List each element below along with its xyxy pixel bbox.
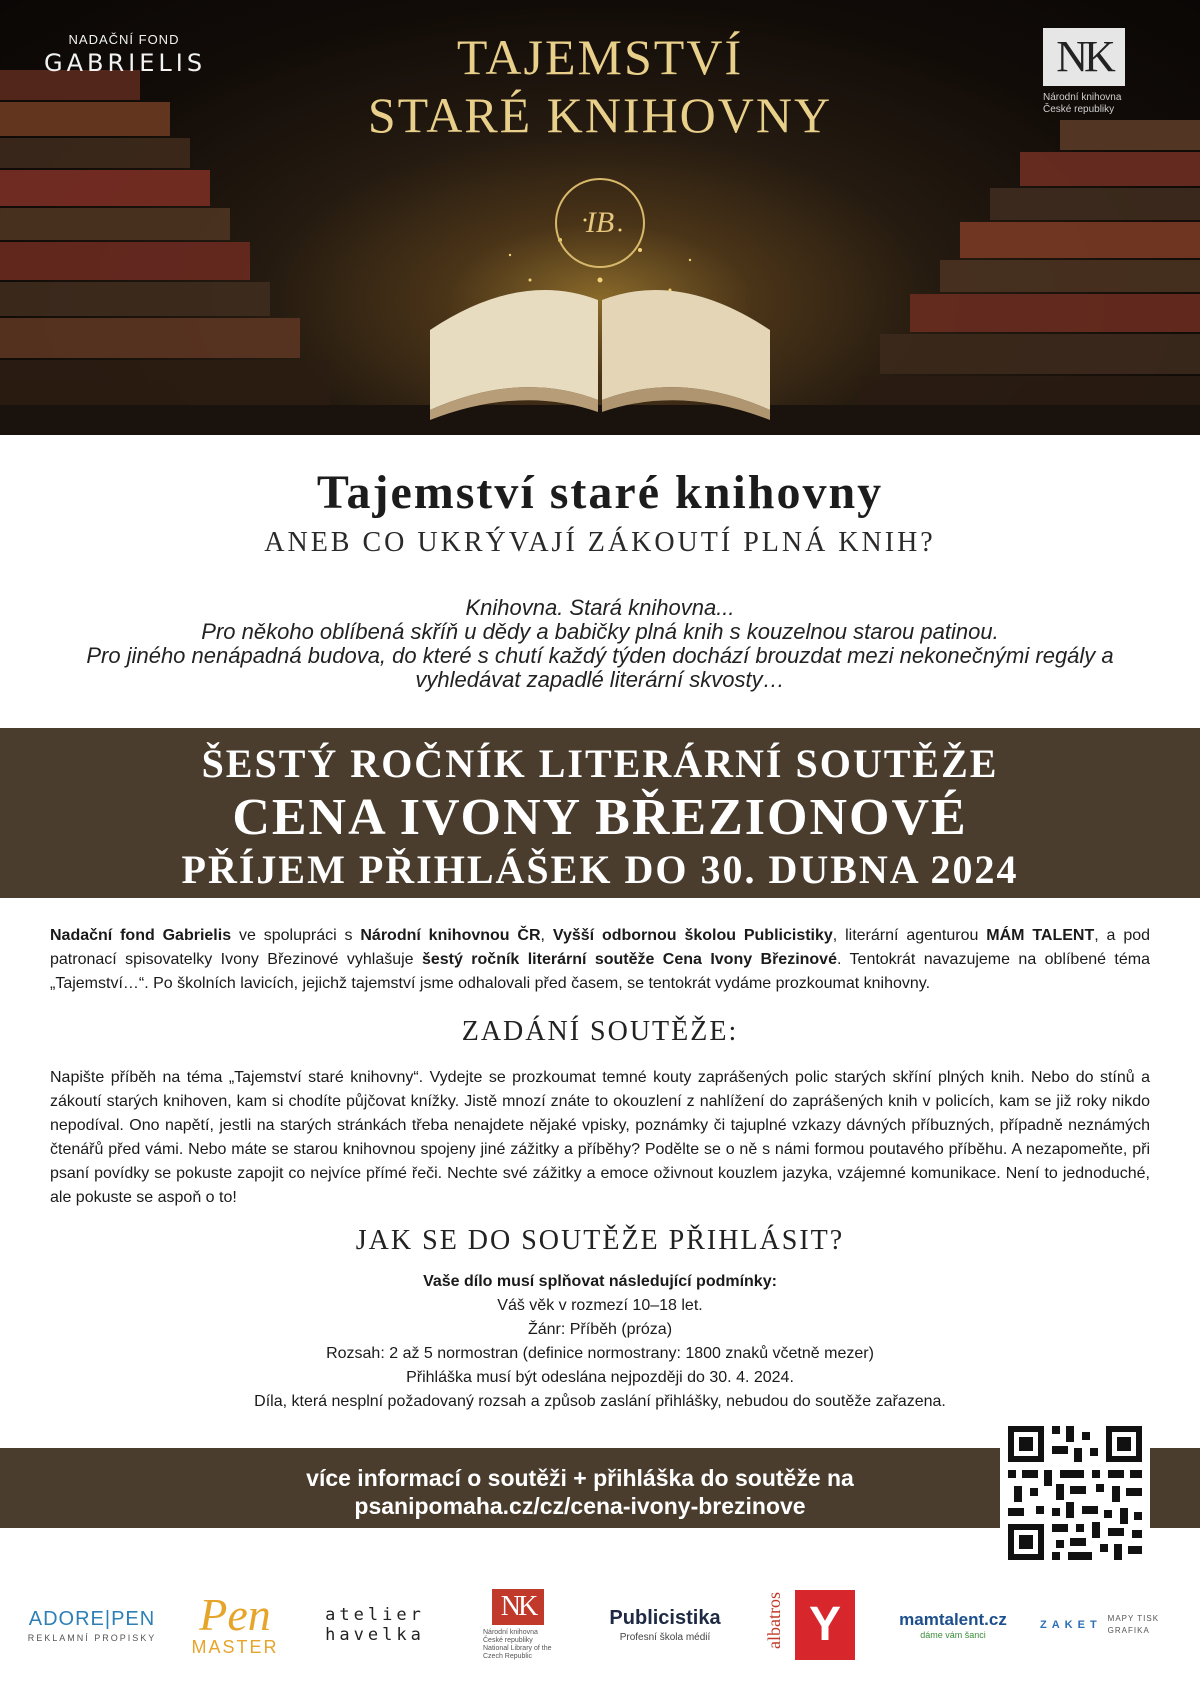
mamtalent-logo (878, 1570, 1028, 1680)
intro-line2: Pro někoho oblíbená skříň u dědy a babičky plná knih s kouzelnou starou patinou. (201, 619, 999, 644)
condition-item: Přihláška musí být odeslána nejpozději do 30. 4. 2024. (406, 1369, 794, 1386)
info-url-link[interactable]: psanipomaha.cz/cz/cena-ivony-brezinove (354, 1493, 806, 1519)
albatros-logo (760, 1570, 860, 1680)
banner-line1: ŠESTÝ ROČNÍK LITERÁRNÍ SOUTĚŽE (201, 741, 999, 786)
qr-code-graphic (1000, 1418, 1150, 1568)
adorepen-logo (22, 1570, 162, 1680)
atelier-havelka-logo (310, 1570, 440, 1680)
penmaster-pen: Pen (199, 1588, 271, 1640)
page-title: Tajemství staré knihovny (316, 466, 884, 519)
publicistika-name: Publicistika (609, 1607, 721, 1629)
fund-label: NADAČNÍ FOND (68, 32, 180, 47)
conditions-heading: Vaše dílo musí splňovat následující podmínky: (423, 1273, 777, 1290)
sponsor-logos (0, 1570, 1200, 1680)
zaket-logo (1040, 1570, 1180, 1680)
zaket-name: ZAKET (1040, 1619, 1102, 1631)
adorepen-name: ADORE|PEN (28, 1607, 156, 1630)
nk-sponsor-mark: NK (492, 1589, 544, 1625)
albatros-mark: Y (795, 1590, 855, 1660)
zaket-tagline: MAPY TISK GRAFIKA (1107, 1614, 1160, 1635)
about-bold-4: MÁM TALENT (986, 927, 1095, 944)
mamtalent-name: mamtalent.cz (899, 1610, 1007, 1629)
publicistika-tagline: Profesní škola médií (619, 1632, 711, 1643)
condition-item: Váš věk v rozmezí 10–18 let. (497, 1297, 703, 1314)
intro-line3: Pro jiného nenápadná budova, do které s chutí každý týden dochází brouzdat mezi nekonečnými regály a vyhledávat zapadlé literární skvosty… (86, 643, 1114, 692)
banner-line3: PŘÍJEM PŘIHLÁŠEK DO 30. DUBNA 2024 (181, 847, 1019, 892)
intro-line1: Knihovna. Stará knihovna... (465, 595, 735, 620)
contest-banner (0, 728, 1200, 898)
nk-line1: Národní knihovna (1043, 92, 1122, 103)
atelier-name: atelier havelka (325, 1605, 425, 1645)
gabrielis-logo (44, 32, 207, 77)
nk-mark: NK (1043, 28, 1125, 86)
condition-item: Rozsah: 2 až 5 normostran (definice normostrany: 1800 znaků včetně mezer) (326, 1345, 874, 1362)
about-text-1: ve spolupráci s (231, 927, 361, 944)
about-text-3: , literární agenturou (832, 927, 987, 944)
about-bold-2: Národní knihovnou ČR (360, 927, 541, 944)
about-bold-3: Vyšší odbornou školou Publicistiky (552, 927, 833, 944)
howto-heading: JAK SE DO SOUTĚŽE PŘIHLÁSIT? (355, 1225, 845, 1256)
national-library-logo (1043, 28, 1173, 116)
intro-text (40, 596, 1160, 692)
albatros-name: albatros (763, 1592, 784, 1649)
penmaster-master: MASTER (191, 1636, 279, 1657)
condition-item: Žánr: Příběh (próza) (527, 1321, 673, 1338)
condition-item: Díla, která nesplní požadovaný rozsah a způsob zaslání přihlášky, nebudou do soutěže zařazena. (254, 1393, 946, 1410)
assignment-paragraph: Napište příběh na téma „Tajemství staré knihovny“. Vydejte se prozkoumat temné kouty zaprášených polic starých skříní plných knih. Nebo do stínů a zákoutí starých knihoven, kam si chodíte půjčovat knížky. Jistě mnozí znáte to okouzlení z nahlížení do zaprášených knih v policích, kam se již roky nikdo nepodíval. Ono napětí, jestli na starých stránkách třeba nenajdete nějaké vpisky, poznámky či tajuplné vzkazy dávných příbuzných, případně neznámých čtenářů před vámi. Nebo máte se starou knihovnou spojeny jiné zážitky a příběhy? Podělte se o ně s námi formou poutavého příběhu. A nezapomeňte, při psaní povídky se pokuste zapojit co nejvíce přímé řeči. Nechte své zážitky a emoce oživnout kouzlem jazyka, vzájemné komunikace. Není to jednoduché, ale pokuste se aspoň o to! (50, 1069, 1150, 1206)
ib-monogram-logo: IB (555, 178, 645, 268)
penmaster-logo (180, 1570, 290, 1680)
about-text-2: , (540, 927, 553, 944)
about-bold-1: Nadační fond Gabrielis (50, 927, 232, 944)
mamtalent-tagline: dáme vám šanci (920, 1630, 986, 1640)
nk-sponsor-text: Národní knihovna České republiky National Library of the Czech Republic (483, 1629, 552, 1660)
conditions-list (0, 1270, 1200, 1414)
qr-code[interactable] (1000, 1418, 1150, 1568)
nk-line2: České republiky (1043, 104, 1115, 115)
hero-title-line2: STARÉ KNIHOVNY (367, 87, 833, 143)
about-text-4: , a pod patronací spisovatelky Ivony Březinové vyhlašuje (50, 927, 1151, 968)
about-bold-5: šestý ročník literární soutěže Cena Ivony Březinové (421, 951, 837, 968)
hero-title-line1: TAJEMSTVÍ (456, 29, 744, 85)
page-subtitle: ANEB CO UKRÝVAJÍ ZÁKOUTÍ PLNÁ KNIH? (264, 527, 936, 558)
fund-name: GABRIELIS (44, 49, 207, 77)
hero-title (300, 28, 900, 144)
publicistika-logo (590, 1570, 740, 1680)
adorepen-tagline: REKLAMNÍ PROPISKY (27, 1632, 157, 1643)
about-text-5: . Tentokrát navazujeme na oblíbené téma „Tajemství…“. Po školních lavicích, jejichž tajemství jsme odhalovali před časem, se tentokrát vydáme prozkoumat knihovny. (50, 951, 1151, 992)
info-line1: více informací o soutěži + přihláška do soutěže na (306, 1465, 854, 1491)
assignment-heading: ZADÁNÍ SOUTĚŽE: (461, 1016, 739, 1047)
about-paragraph (50, 924, 1150, 996)
hero-banner (0, 0, 1200, 435)
nk-sponsor-logo (468, 1570, 568, 1680)
banner-line2: CENA IVONY BŘEZIONOVÉ (232, 789, 968, 846)
